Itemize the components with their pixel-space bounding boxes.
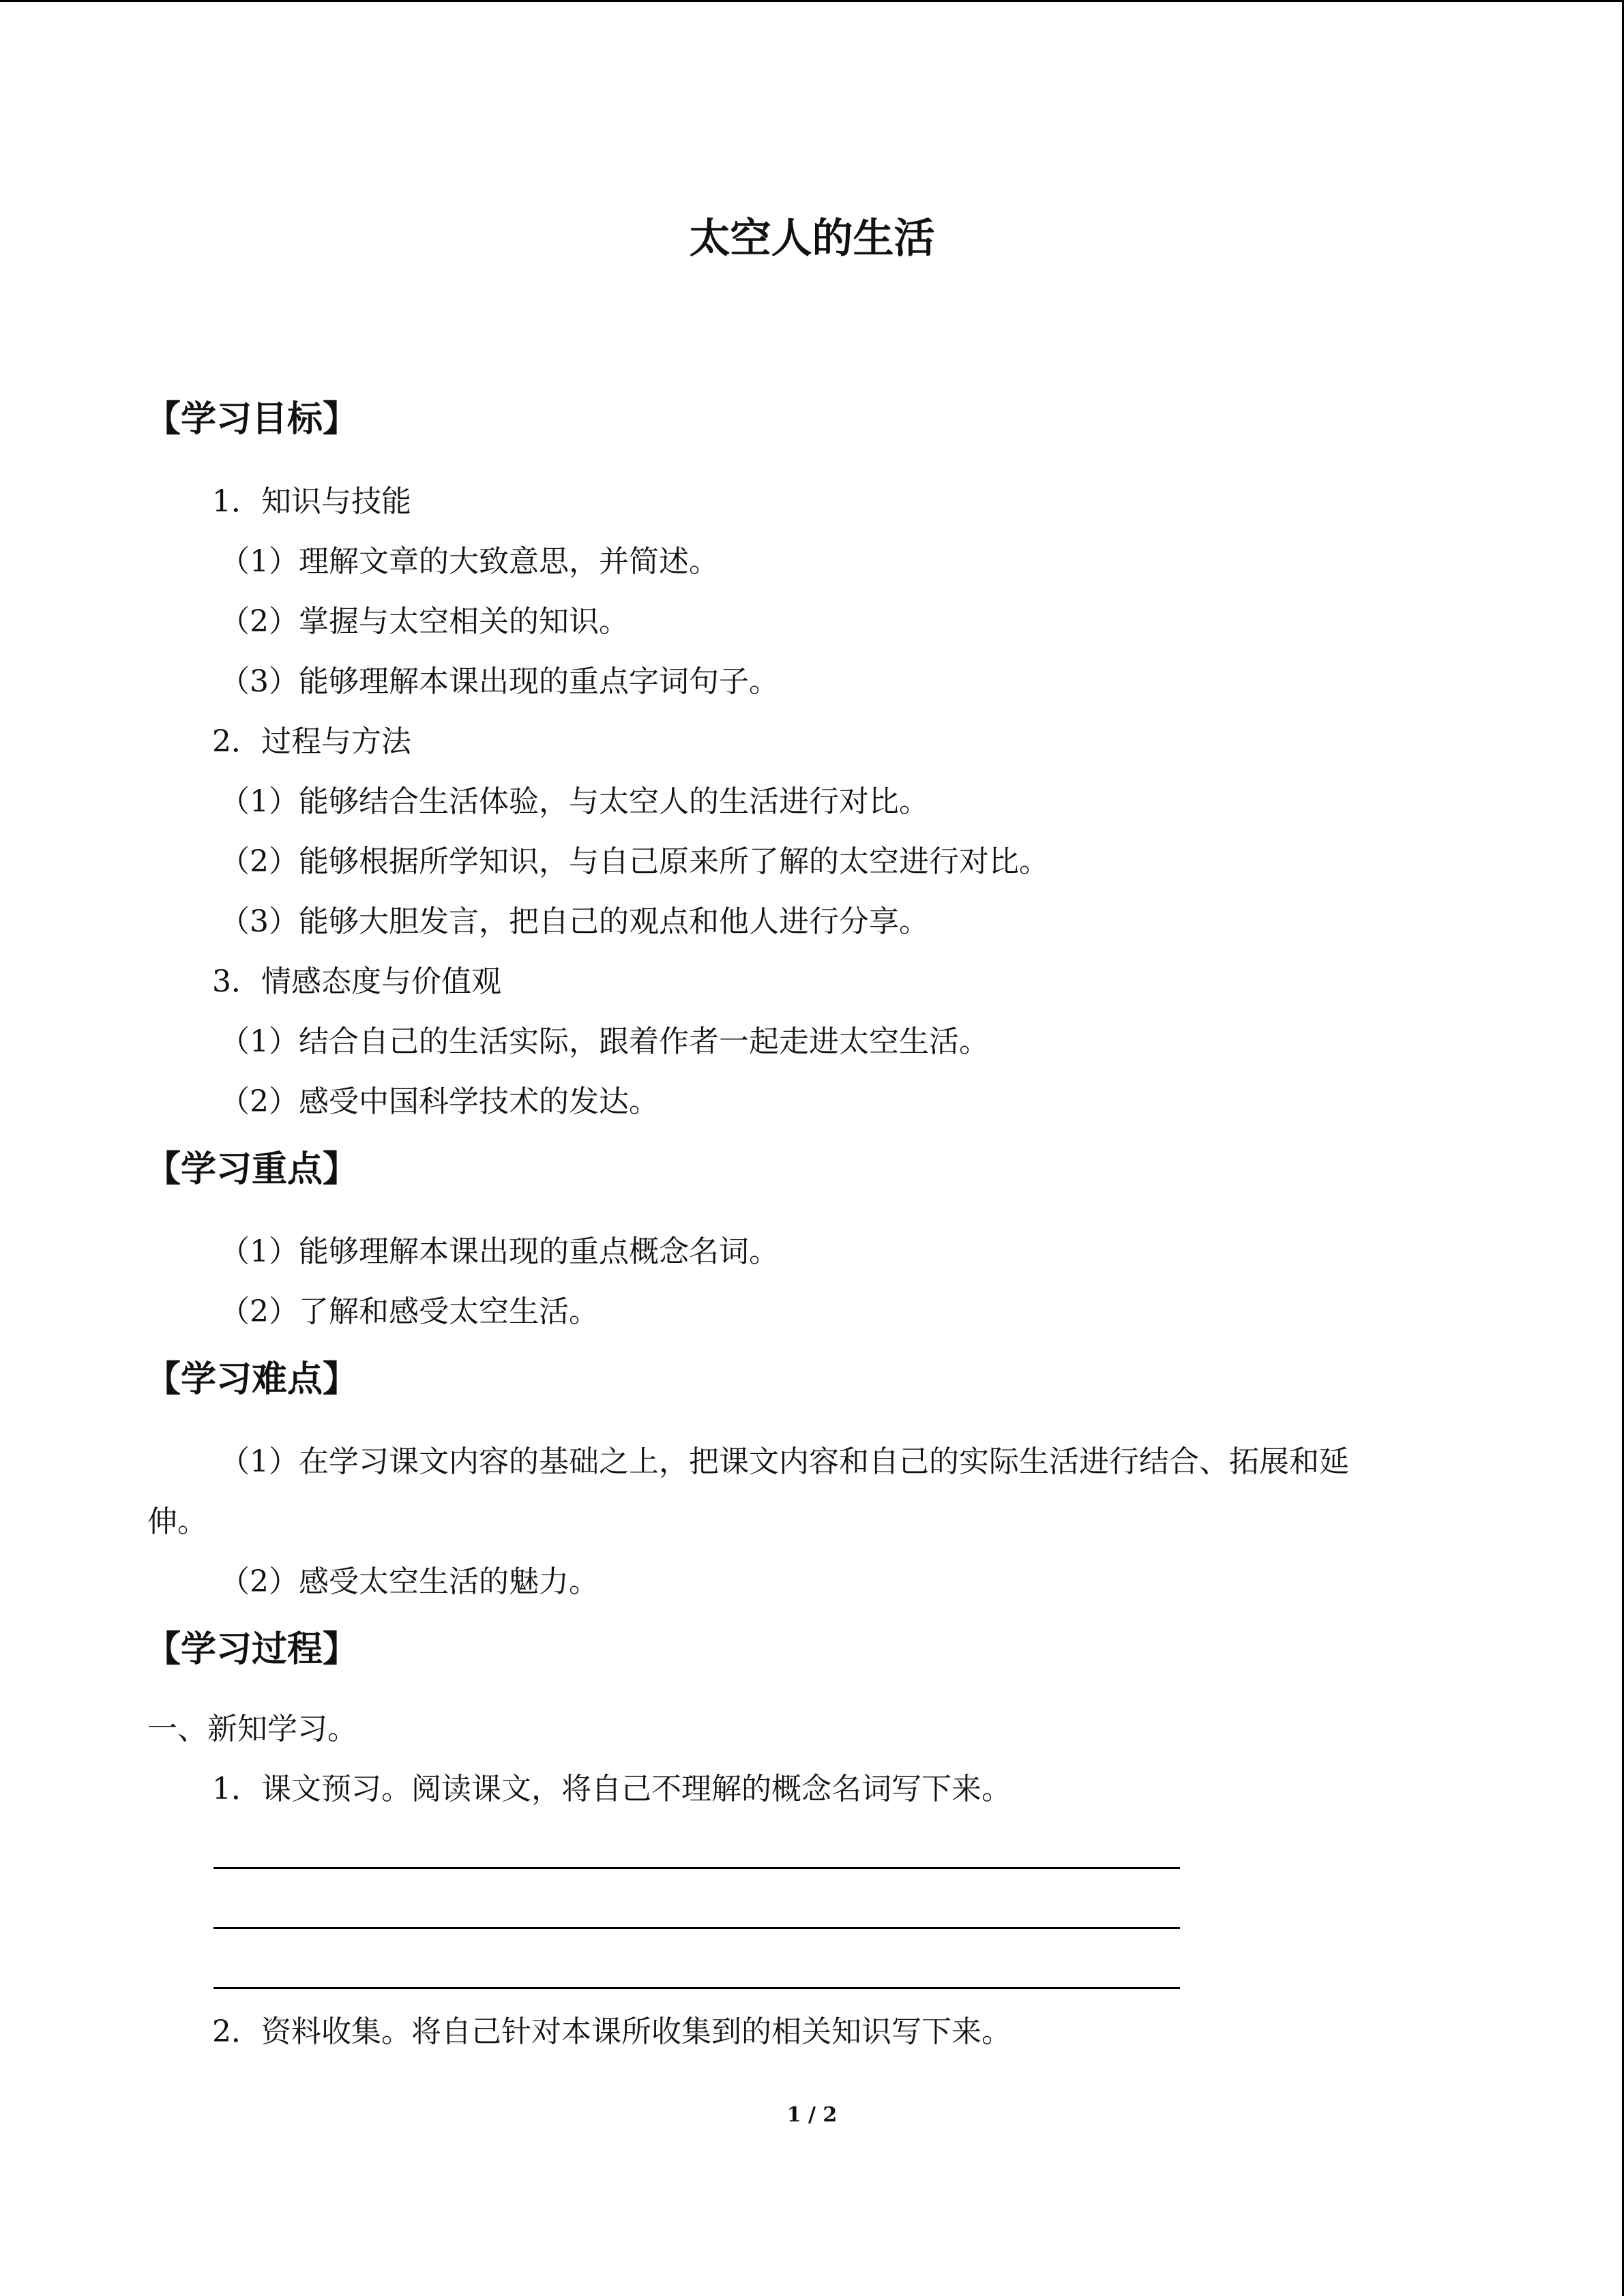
section-new-knowledge: 一、新知学习。 [147, 1712, 357, 1746]
objective-3-2: （2）感受中国科学技术的发达。 [220, 1084, 659, 1119]
objective-3: 3．情感态度与价值观 [212, 964, 501, 999]
objective-1-2: （2）掌握与太空相关的知识。 [220, 604, 629, 639]
heading-process: 【学习过程】 [145, 1629, 359, 1670]
objective-1-3: （3）能够理解本课出现的重点字词句子。 [220, 664, 779, 699]
page-number: 1 / 2 [786, 2103, 838, 2127]
task-materials: 2．资料收集。将自己针对本课所收集到的相关知识写下来。 [212, 2014, 1012, 2049]
page-top-border [0, 0, 1624, 2]
difficulty-1-line1: （1）在学习课文内容的基础之上，把课文内容和自己的实际生活进行结合、拓展和延 [220, 1444, 1349, 1479]
key-point-2: （2）了解和感受太空生活。 [220, 1294, 599, 1329]
difficulty-2: （2）感受太空生活的魅力。 [220, 1564, 599, 1599]
answer-line-2[interactable] [213, 1927, 1180, 1929]
objective-2-1: （1）能够结合生活体验，与太空人的生活进行对比。 [220, 784, 929, 819]
objective-2-2: （2）能够根据所学知识，与自己原来所了解的太空进行对比。 [220, 844, 1049, 879]
objective-1: 1．知识与技能 [212, 484, 411, 519]
answer-line-1[interactable] [213, 1867, 1180, 1869]
heading-objectives: 【学习目标】 [145, 399, 359, 440]
objective-3-1: （1）结合自己的生活实际，跟着作者一起走进太空生活。 [220, 1024, 989, 1059]
objective-2-3: （3）能够大胆发言，把自己的观点和他人进行分享。 [220, 904, 929, 939]
key-point-1: （1）能够理解本课出现的重点概念名词。 [220, 1234, 779, 1269]
objective-1-1: （1）理解文章的大致意思，并简述。 [220, 544, 719, 579]
difficulty-1-line2: 伸。 [147, 1504, 207, 1539]
task-preview: 1．课文预习。阅读课文，将自己不理解的概念名词写下来。 [212, 1772, 1012, 1806]
document-title: 太空人的生活 [689, 215, 935, 263]
heading-key-points: 【学习重点】 [145, 1149, 359, 1190]
answer-line-3[interactable] [213, 1987, 1180, 1989]
objective-2: 2．过程与方法 [212, 724, 411, 759]
heading-difficulties: 【学习难点】 [145, 1359, 359, 1400]
